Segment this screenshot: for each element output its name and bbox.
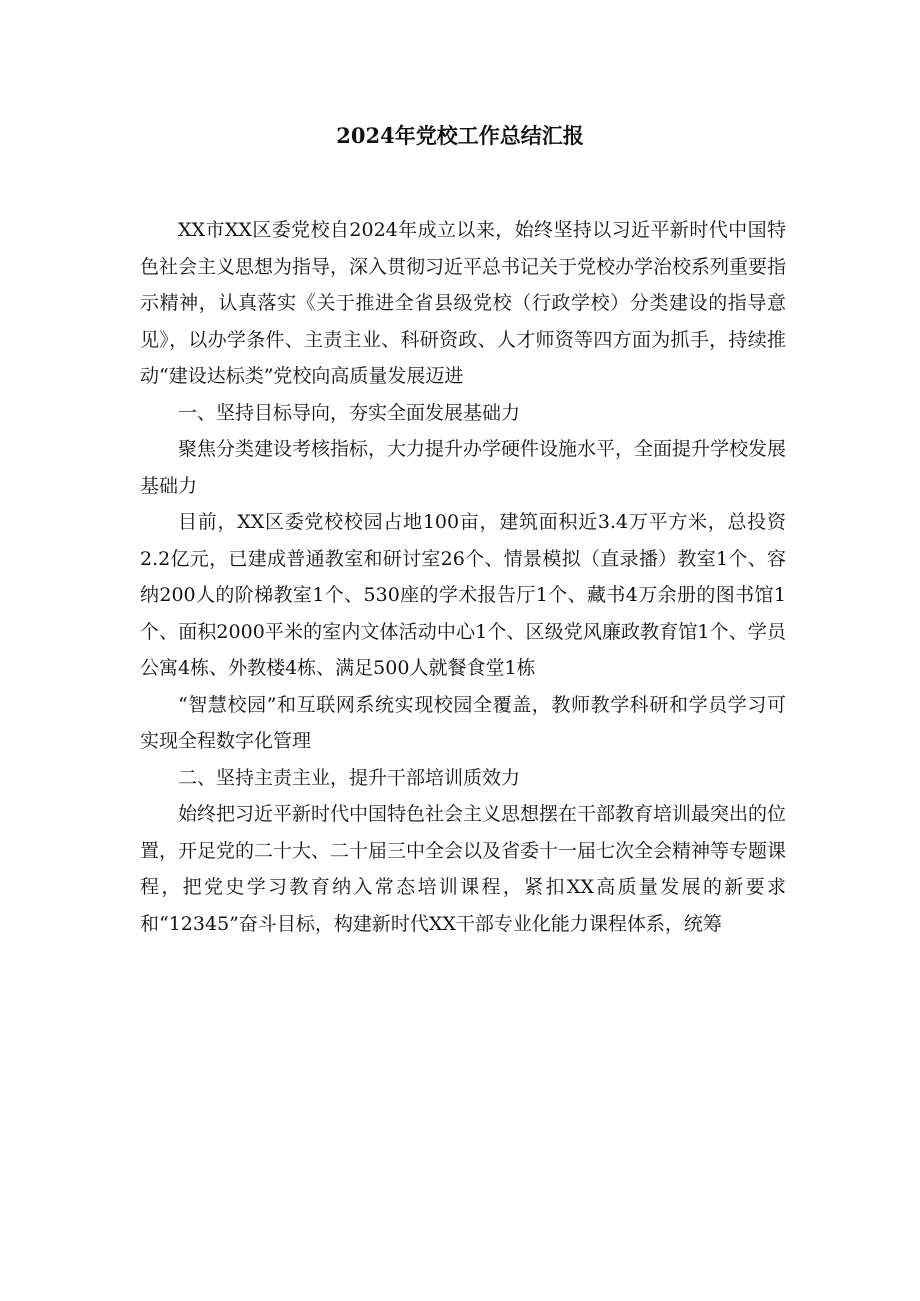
section-heading-2: 二、坚持主责主业，提升干部培训质效力 bbox=[178, 766, 521, 789]
document-body bbox=[140, 212, 786, 942]
section-1-paragraph-3: “智慧校园”和互联网系统实现校园全覆盖，教师教学科研和学员学习可实现全程数字化管理 bbox=[140, 693, 786, 752]
section-heading-1: 一、坚持目标导向，夯实全面发展基础力 bbox=[178, 401, 521, 424]
section-1-paragraph-1: 聚焦分类建设考核指标，大力提升办学硬件设施水平，全面提升学校发展基础力 bbox=[140, 438, 787, 497]
intro-paragraph: XX市XX区委党校自2024年成立以来，始终坚持以习近平新时代中国特色社会主义思想为指导，深入贯彻习近平总书记关于党校办学治校系列重要指示精神，认真落实《关于推进全省县级党校（行政学校）分类建设的指导意见》，以办学条件、主责主业、科研资政、人才师资等四方面为抓手，持续推动“建设达标类”党校向高质量发展迈进 bbox=[140, 219, 787, 387]
document-title: 2024年党校工作总结汇报 bbox=[336, 123, 584, 148]
section-1-paragraph-2: 目前，XX区委党校校园占地100亩，建筑面积近3.4万平方米，总投资2.2亿元，已建成普通教室和研讨室26个、情景模拟（直录播）教室1个、容纳200人的阶梯教室1个、530座的学术报告厅1个、藏书4万余册的图书馆1个、面积2000平米的室内文体活动中心1个、区级党风廉政教育馆1个、学员公寓4栋、外教楼4栋、满足500人就餐食堂1栋 bbox=[140, 511, 786, 679]
section-2-paragraph-1: 始终把习近平新时代中国特色社会主义思想摆在干部教育培训最突出的位置，开足党的二十大、二十届三中全会以及省委十一届七次全会精神等专题课程，把党史学习教育纳入常态培训课程，紧扣XX高质量发展的新要求和“12345”奋斗目标，构建新时代XX干部专业化能力课程体系，统筹 bbox=[140, 803, 787, 935]
